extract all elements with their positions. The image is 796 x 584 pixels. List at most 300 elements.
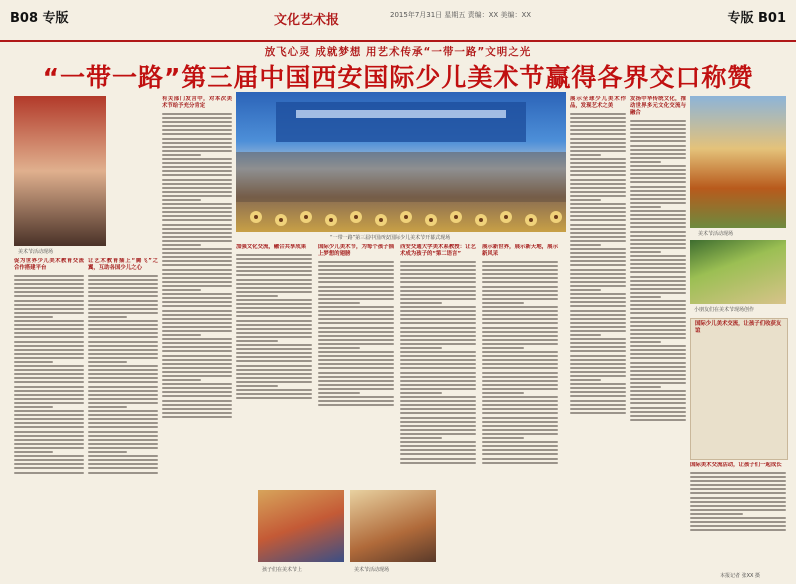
text-line [482,351,558,353]
text-col-8 [570,96,626,574]
text-line [88,369,158,371]
text-line [482,400,558,402]
text-line [88,287,158,289]
text-line [88,443,158,445]
text-line [630,255,686,257]
text-line [14,463,84,465]
right-mid-photo [690,240,786,304]
text-line [630,402,686,404]
text-line [162,412,232,414]
left-top-photo [14,96,106,246]
text-line [482,449,558,451]
text-line [318,335,394,337]
text-line [162,121,232,123]
text-line [630,259,686,261]
text-line [630,169,686,171]
text-line [630,181,686,183]
text-line [236,360,312,362]
text-line [88,345,158,347]
text-line [690,509,786,511]
text-line [14,324,84,326]
text-line [570,170,626,172]
text-line [400,343,476,345]
text-line [400,462,476,464]
text-line [630,206,661,208]
text-line [14,295,84,297]
text-line [570,330,626,332]
text-line [14,279,84,281]
text-line [318,327,394,329]
text-line [162,297,232,299]
bottom-photo-2-caption: 美术节活动现场 [354,567,390,573]
text-line [570,162,626,164]
text-line [570,314,626,316]
text-line [630,325,686,327]
text-line [690,525,786,527]
text-line [14,320,84,322]
text-line [630,419,686,421]
text-line [318,367,394,369]
text-line [482,425,558,427]
right-mid-photo-caption: 小朋友们在美术节现场创作 [694,307,755,313]
text-line [482,384,558,386]
text-line [236,328,312,330]
text-line [162,179,232,181]
text-line [570,285,626,287]
main-photo-caption: “一带一路”第三届中国西安国际少儿美术节开幕式现场 [330,235,451,241]
text-line [630,214,686,216]
text-line [14,426,84,428]
text-line [482,322,558,324]
text-line [482,343,558,345]
text-line [630,173,686,175]
text-line [88,316,127,318]
text-line [318,359,394,361]
text-line [400,400,476,402]
text-line [570,379,601,381]
text-line [570,281,626,283]
text-line [570,125,626,127]
text-line [162,166,232,168]
text-line [162,383,232,385]
text-line [630,210,686,212]
text-line [236,332,312,334]
text-line [630,308,686,310]
text-line [162,269,232,271]
text-line [88,467,158,469]
text-line [630,226,686,228]
text-line [236,377,312,379]
text-line [14,341,84,343]
section-heading-1: 促为世界少儿美术教育交流合作搭建平台 [14,258,84,271]
text-line [570,383,626,385]
text-line [570,342,626,344]
text-line [162,334,201,336]
text-line [236,262,312,264]
text-line [88,373,158,375]
text-line [482,298,558,300]
text-line [570,400,626,402]
text-line [482,441,558,443]
text-line [630,300,686,302]
text-line [570,408,626,410]
text-line [318,396,394,398]
text-line [400,445,476,447]
text-line [630,288,686,290]
text-line [482,318,558,320]
text-line [162,170,232,172]
section-heading-8: 展示全球少儿美术作品，发现艺术之美 [570,96,626,109]
text-line [570,301,626,303]
text-line [482,327,558,329]
text-line [14,345,84,347]
text-line [400,269,476,271]
text-line [318,302,360,304]
text-line [88,431,158,433]
text-line [162,129,232,131]
text-line [400,359,476,361]
text-line [690,472,786,474]
text-line [482,388,558,390]
text-line [630,304,686,306]
text-line [570,146,626,148]
text-line [400,355,476,357]
section-heading-6: 西安交通大学美术系教授：让艺术成为孩子的“第二语言” [400,244,476,257]
text-col-10 [690,462,786,574]
text-line [570,244,601,246]
text-line [88,439,158,441]
text-line [630,231,686,233]
text-line [14,422,84,424]
text-line [630,411,686,413]
text-line [630,345,686,347]
right-top-photo-caption: 美术节活动现场 [698,231,734,237]
text-line [318,294,394,296]
text-line [570,121,626,123]
text-line [318,277,394,279]
text-line [630,415,686,417]
text-line [630,186,686,188]
text-line [88,283,158,285]
text-line [88,308,158,310]
text-line [400,437,442,439]
text-line [162,391,232,393]
text-line [162,264,232,266]
text-line [318,347,360,349]
text-line [482,335,558,337]
text-line [14,349,84,351]
text-line [88,455,158,457]
text-line [482,445,558,447]
text-line [570,203,626,205]
text-line [570,350,626,352]
text-line [630,222,686,224]
text-line [630,202,686,204]
text-line [14,451,53,453]
text-line [482,404,558,406]
text-line [570,346,626,348]
text-line [570,269,626,271]
text-line [570,264,626,266]
text-line [318,269,394,271]
text-line [14,300,84,302]
text-line [162,371,232,373]
text-line [88,447,158,449]
text-line [570,305,626,307]
text-line [400,331,476,333]
text-line [162,199,201,201]
text-line [570,174,626,176]
text-line [236,369,312,371]
text-line [236,385,278,387]
text-line [236,340,278,342]
text-line [236,266,312,268]
text-line [162,359,232,361]
text-line [14,353,84,355]
text-line [690,484,786,486]
text-line [88,426,158,428]
text-line [630,280,686,282]
text-line [570,199,601,201]
text-line [570,133,626,135]
text-line [162,322,232,324]
text-line [162,318,232,320]
text-line [400,425,476,427]
text-line [88,300,158,302]
text-line [14,377,84,379]
text-line [570,297,626,299]
text-line [162,183,232,185]
text-line [690,529,786,531]
text-line [14,365,84,367]
text-line [14,459,84,461]
text-line [162,273,232,275]
text-line [570,207,626,209]
text-line [162,240,232,242]
text-line [88,349,158,351]
text-line [482,453,558,455]
text-col-3 [162,96,232,576]
text-line [570,260,626,262]
text-line [570,355,626,357]
text-line [162,400,232,402]
text-line [318,322,394,324]
text-line [690,492,786,494]
text-line [400,335,476,337]
text-line [318,392,360,394]
text-line [88,381,158,383]
text-line [570,248,626,250]
text-line [630,382,686,384]
text-line [14,447,84,449]
text-line [236,336,312,338]
text-line [482,302,524,304]
text-line [570,191,626,193]
text-line [690,521,786,523]
text-line [162,219,232,221]
text-line [236,311,312,313]
text-line [162,146,232,148]
text-line [236,295,278,297]
text-line [570,289,601,291]
text-line [318,404,394,406]
text-line [318,376,394,378]
text-line [400,412,476,414]
text-line [570,256,626,258]
text-line [400,302,442,304]
text-line [162,301,232,303]
text-line [162,142,232,144]
text-col-9 [630,96,686,574]
text-line [482,392,524,394]
text-line [236,389,312,391]
text-line [162,375,232,377]
text-line [570,150,626,152]
text-line [162,350,232,352]
section-heading-4: 加强文化交流，融合共享成果 [236,244,307,250]
text-line [482,281,558,283]
text-line [400,392,442,394]
text-line [236,365,312,367]
text-line [630,136,686,138]
text-line [630,140,686,142]
text-line [570,338,626,340]
text-line [482,458,558,460]
text-line [630,128,686,130]
text-line [88,398,158,400]
text-line [570,322,626,324]
text-line [162,174,232,176]
text-line [482,376,558,378]
newspaper-logo: 文化艺术报 [274,13,340,28]
text-line [162,248,232,250]
text-line [400,363,476,365]
section-heading-7: 展示新世界，展示新天地，展示新风采 [482,244,558,257]
text-line [88,394,158,396]
text-line [318,306,394,308]
text-line [400,441,476,443]
text-line [630,218,686,220]
text-line [88,312,158,314]
text-line [482,363,558,365]
text-line [630,394,686,396]
text-line [570,387,626,389]
bottom-photo-1 [258,490,344,562]
text-line [690,476,786,478]
text-line [236,344,312,346]
text-line [482,306,558,308]
text-line [400,286,476,288]
text-line [630,357,686,359]
text-line [482,261,558,263]
text-line [630,353,686,355]
left-top-photo-caption: 美术节活动现场 [18,249,54,255]
text-line [318,273,394,275]
text-line [236,397,312,399]
text-line [400,376,476,378]
text-line [318,298,394,300]
page-header [0,0,796,42]
text-line [88,341,158,343]
text-line [88,402,158,404]
text-line [162,305,232,307]
text-line [482,265,558,267]
text-line [162,138,232,140]
text-line [630,337,686,339]
text-line [88,324,158,326]
text-line [318,363,394,365]
text-line [400,372,476,374]
text-line [570,142,626,144]
text-line [88,291,158,293]
text-line [88,451,127,453]
text-line [88,435,158,437]
text-line [570,224,626,226]
text-line [400,281,476,283]
text-line [162,195,232,197]
text-line [162,367,232,369]
text-line [570,228,626,230]
text-line [236,307,312,309]
text-line [88,275,158,277]
text-line [482,347,524,349]
text-line [88,459,158,461]
text-line [482,310,558,312]
text-line [88,304,158,306]
text-line [630,243,686,245]
text-line [570,293,626,295]
text-line [88,361,127,363]
text-col-5 [318,244,394,484]
text-line [482,290,558,292]
text-line [236,287,312,289]
page-subtitle: 放飞心灵 成就梦想 用艺术传承“一带一路”文明之光 [264,46,532,58]
text-line [14,390,84,392]
text-line [14,418,84,420]
text-line [630,333,686,335]
text-line [630,362,686,364]
text-line [570,113,626,115]
text-line [236,356,312,358]
text-line [162,211,232,213]
text-col-1 [14,258,84,576]
text-line [236,254,312,256]
text-line [400,396,476,398]
text-line [482,417,558,419]
text-line [162,281,232,283]
text-line [236,315,312,317]
text-line [162,289,201,291]
text-line [236,299,312,301]
text-line [88,328,158,330]
text-line [400,261,476,263]
text-line [88,357,158,359]
text-line [400,384,476,386]
text-line [88,332,158,334]
text-line [690,488,786,490]
text-line [88,418,158,420]
text-line [482,294,558,296]
text-line [162,150,232,152]
text-line [570,138,626,140]
sidebar-heading: 国际少儿美术交流，让孩子们收获友谊 [695,321,782,334]
text-line [318,400,394,402]
text-line [88,279,158,281]
text-line [482,396,558,398]
text-line [570,240,626,242]
text-line [630,370,686,372]
text-line [482,367,558,369]
